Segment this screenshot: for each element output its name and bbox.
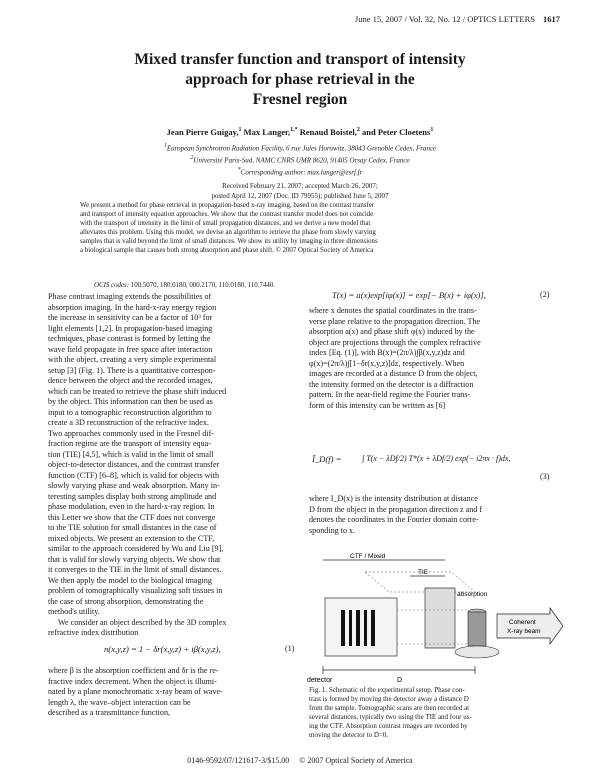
left-line: fraction regime are the transport of intensity equa- bbox=[48, 439, 211, 448]
left-line: input to a tomographic reconstruction algorithm to bbox=[48, 407, 212, 417]
author-4: Peter Cloetens bbox=[377, 127, 431, 137]
left-line: dence between the object and the recorded images, bbox=[48, 376, 213, 385]
ocis-label: OCIS codes: bbox=[94, 282, 130, 289]
right-line: denotes the coordinates in the Fourier domain corre- bbox=[309, 515, 479, 524]
abstract-line: with the transport of intensity in the limit of small propagation distances, and we derive a new model that bbox=[80, 220, 371, 227]
affiliation-1-sup: 1 bbox=[163, 143, 167, 149]
xray-beam-arrow bbox=[497, 608, 563, 644]
left-line: tion (TIE) [4,5], which is valid in the limit of small bbox=[48, 449, 214, 459]
right-line: verse plane relative to the propagation direction. The bbox=[309, 316, 481, 326]
left-line: this Letter we show that the CTF does not converge bbox=[48, 512, 216, 522]
dates-line-1: Received February 21, 2007; accepted March 26, 2007; bbox=[222, 182, 378, 190]
left-line: setup [3] (Fig. 1). There is a quantitative correspon- bbox=[48, 365, 216, 375]
left-line: fractive index decrement. When the object is illumi- bbox=[48, 676, 217, 686]
equation-2-number: (2) bbox=[540, 290, 550, 299]
label-detector: detector bbox=[307, 677, 333, 684]
left-line: wave field propagate in free space after interaction bbox=[48, 344, 213, 354]
label-ctf: CTF / Mixed bbox=[350, 553, 386, 560]
equation-3-rhs: ∫ T(x − λDf/2) T*(x + λDf/2) exp(− i2πx · f)dx, bbox=[362, 454, 511, 463]
left-column bbox=[48, 292, 303, 639]
right-line: D from the object in the propagation direction z and f bbox=[309, 504, 483, 514]
label-beam-2: X-ray beam bbox=[507, 628, 541, 635]
ocis-codes bbox=[94, 282, 275, 289]
detector-plane bbox=[325, 598, 397, 656]
left-line: We consider an object described by the 3D complex bbox=[58, 617, 227, 627]
footer-copyright: © 2007 Optical Society of America bbox=[299, 756, 413, 765]
affiliation-2-sup: 2 bbox=[190, 154, 194, 161]
publication-dates bbox=[40, 182, 560, 201]
right-column-b bbox=[309, 494, 564, 536]
caption-line: moving the detector to D=0. bbox=[309, 731, 389, 739]
left-line: similar to the approach considered by Wu and Liu [9], bbox=[48, 544, 224, 553]
equation-2: T(x) = a(x)exp[iφ(x)] = exp[− B(x) + iφ(x)], bbox=[332, 290, 486, 300]
title-line-1: Mixed transfer function and transport of intensity bbox=[134, 51, 466, 68]
abstract-line: samples that is valid beyond the limit of small distances. We show its utility by imaging in three dimensions bbox=[80, 238, 378, 245]
right-line: where x denotes the spatial coordinates in the trans- bbox=[309, 306, 477, 315]
right-line: pattern. In the near-field regime the Fourier trans- bbox=[309, 390, 471, 399]
left-line: Two approaches commonly used in the Fresnel dif- bbox=[48, 428, 214, 438]
affiliation-2-text: Université Paris-Sud, NAMC CNRS UMR 8620, 91405 Orsay Cedex, France bbox=[193, 156, 410, 165]
ocis-values: 100.5070, 180.0180, 000.2170, 110.0180, 110.7440. bbox=[130, 282, 275, 289]
caption-line: several distances, typically two using the TIE and four us- bbox=[309, 713, 472, 721]
left-line: with the object, creating a very simple experimental bbox=[48, 355, 217, 364]
title-line-2: approach for phase retrieval in the bbox=[185, 71, 415, 88]
left-line: by the object. This information can then be used as bbox=[48, 397, 213, 406]
affiliation-1-text: European Synchrotron Radiation Facility, 6 rue Jules Horowitz, 38043 Grenoble Cedex, France bbox=[166, 144, 437, 153]
equation-1: n(x,y,z) = 1 − δr(x,y,z) + iβ(x,y,z), bbox=[104, 644, 221, 654]
running-header-text: June 15, 2007 / Vol. 32, No. 12 / OPTICS LETTERS bbox=[354, 14, 535, 24]
author-list bbox=[40, 127, 560, 137]
label-tie: TIE bbox=[418, 569, 429, 576]
left-line: object-to-detector distances, and the contrast transfer bbox=[48, 460, 220, 469]
left-line: the case of strong absorption, demonstrating the bbox=[48, 596, 204, 606]
caption-line: from the sample. Tomographic scans are then recorded at bbox=[309, 704, 470, 712]
left-line: slowly varying phase and weak absorption. Many in- bbox=[48, 481, 220, 490]
affiliation-3 bbox=[40, 166, 560, 178]
left-line: the increase in sensitivity can be a factor of 10³ for bbox=[48, 313, 213, 322]
left-line: that is valid for slowly varying objects. We show that bbox=[48, 554, 221, 564]
label-beam-1: Coherent bbox=[509, 619, 536, 626]
left-line: length λ, the wave–object interaction can be bbox=[48, 697, 191, 707]
author-4-sup: 1 bbox=[430, 127, 434, 134]
footer-code: 0146-9592/07/121617-3/$15.00 bbox=[187, 756, 290, 765]
right-line: images are recorded at a distance D from the object, bbox=[309, 369, 478, 378]
author-1-sup: 1 bbox=[238, 127, 242, 134]
caption-line: Fig. 1. Schematic of the experimental setup. Phase con- bbox=[309, 686, 465, 694]
affiliation-1 bbox=[40, 142, 560, 154]
author-and: and bbox=[362, 127, 376, 137]
figure-caption bbox=[309, 686, 564, 740]
left-line: where β is the absorption coefficient and δr is the re- bbox=[48, 666, 219, 675]
left-line: absorption imaging. In the hard-x-ray energy region bbox=[48, 302, 217, 312]
left-line: problem of tomographically visualizing soft tissues in bbox=[48, 586, 223, 595]
abstract bbox=[80, 201, 526, 255]
left-line: to the TIE solution for small distances in the case of bbox=[48, 523, 217, 532]
rotation-stage bbox=[455, 646, 499, 658]
abstract-line: alleviates this problem. Using this model, we devise an algorithm to retrieve the phase from slowly varying bbox=[80, 229, 376, 236]
absorption-plane bbox=[425, 588, 455, 648]
left-line: refractive index distribution bbox=[48, 628, 139, 637]
left-line: light elements [1,2]. In propagation-based imaging bbox=[48, 323, 213, 333]
left-line: Phase contrast imaging extends the possibilities of bbox=[48, 292, 212, 301]
right-line: φ(x)=(2π/λ)∫[1−δr(x,y,z)]dz, respectively. When bbox=[309, 358, 465, 368]
corresponding-author: Corresponding author: max.langer@esrf.fr bbox=[240, 167, 363, 176]
right-line: form of this intensity can be written as [6] bbox=[309, 400, 446, 410]
left-line: mixed objects. We present an extension to the CTF, bbox=[48, 533, 215, 543]
experimental-setup-figure bbox=[305, 548, 567, 686]
right-line: index [Eq. (1)], with B(x)=(2π/λ)∫β(x,y,z)dz and bbox=[309, 348, 465, 357]
paper-title bbox=[40, 50, 560, 110]
author-3-sup: 2 bbox=[356, 127, 360, 134]
right-line: the intensity formed on the detector is a diffraction bbox=[309, 379, 474, 389]
page-footer bbox=[40, 756, 560, 765]
left-line: create a 3D reconstruction of the refractive index. bbox=[48, 418, 209, 427]
equation-1-number: (1) bbox=[285, 644, 295, 653]
running-header bbox=[40, 14, 560, 24]
abstract-line: a biological sample that causes both strong absorption and phase shift. © 2007 Optical Society of America bbox=[80, 247, 374, 254]
equation-3-lhs: Ĩ_D(f) = bbox=[312, 454, 342, 464]
caption-line: trast is formed by moving the detector away a distance D bbox=[309, 695, 469, 703]
label-distance: D bbox=[397, 677, 403, 684]
title-line-3: Fresnel region bbox=[252, 91, 348, 108]
affiliations bbox=[40, 142, 560, 177]
author-2-sup: 1,* bbox=[290, 127, 298, 134]
left-line: phase modulation, even in the hard-x-ray region. In bbox=[48, 502, 215, 511]
sample-body bbox=[468, 612, 486, 646]
left-line: nated by a plane monochromatic x-ray beam of wave- bbox=[48, 687, 223, 696]
right-line: sponding to x. bbox=[309, 525, 356, 535]
equation-3-number: (3) bbox=[540, 472, 550, 481]
left-line: function (CTF) [6–8], which is valid for objects with bbox=[48, 470, 220, 480]
left-column-cont bbox=[48, 666, 303, 719]
right-line: absorption a(x) and phase shift φ(x) induced by the bbox=[309, 327, 475, 336]
affiliation-3-sup: * bbox=[237, 166, 241, 173]
affiliation-2 bbox=[40, 154, 560, 166]
right-column-a bbox=[309, 306, 564, 411]
abstract-line: and transport of intensity equation approaches. We show that the contrast transfer model does not coincide bbox=[80, 211, 374, 218]
left-line: We then apply the model to the biological imaging bbox=[48, 575, 212, 585]
abstract-line: We present a method for phase retrieval in propagation-based x-ray imaging, based on the contrast transfer bbox=[80, 202, 375, 209]
dates-line-2: posted April 12, 2007 (Doc. ID 79955); published June 5, 2007 bbox=[211, 191, 389, 200]
author-2: Max Langer, bbox=[243, 127, 291, 137]
left-line: which can be treated to retrieve the phase shift induced bbox=[48, 386, 227, 396]
right-line: where I_D(x) is the intensity distribution at distance bbox=[309, 494, 478, 503]
left-line: method's utility. bbox=[48, 607, 100, 616]
right-line: object are projections through the complex refractive bbox=[309, 337, 481, 347]
author-1: Jean Pierre Guigay, bbox=[166, 127, 239, 137]
page-number: 1617 bbox=[543, 14, 560, 24]
left-line: teresting samples display both strong amplitude and bbox=[48, 491, 217, 501]
caption-line: ing the CTF. Absorption contrast images are recorded by bbox=[309, 722, 468, 730]
label-absorption: absorption bbox=[457, 591, 488, 598]
left-line: techniques, phase contrast is formed by letting the bbox=[48, 334, 211, 343]
left-line: it converges to the TIE in the limit of small distances. bbox=[48, 565, 222, 574]
left-line: described as a transmittance function, bbox=[48, 708, 171, 717]
author-3: Renaud Boistel, bbox=[299, 127, 357, 137]
